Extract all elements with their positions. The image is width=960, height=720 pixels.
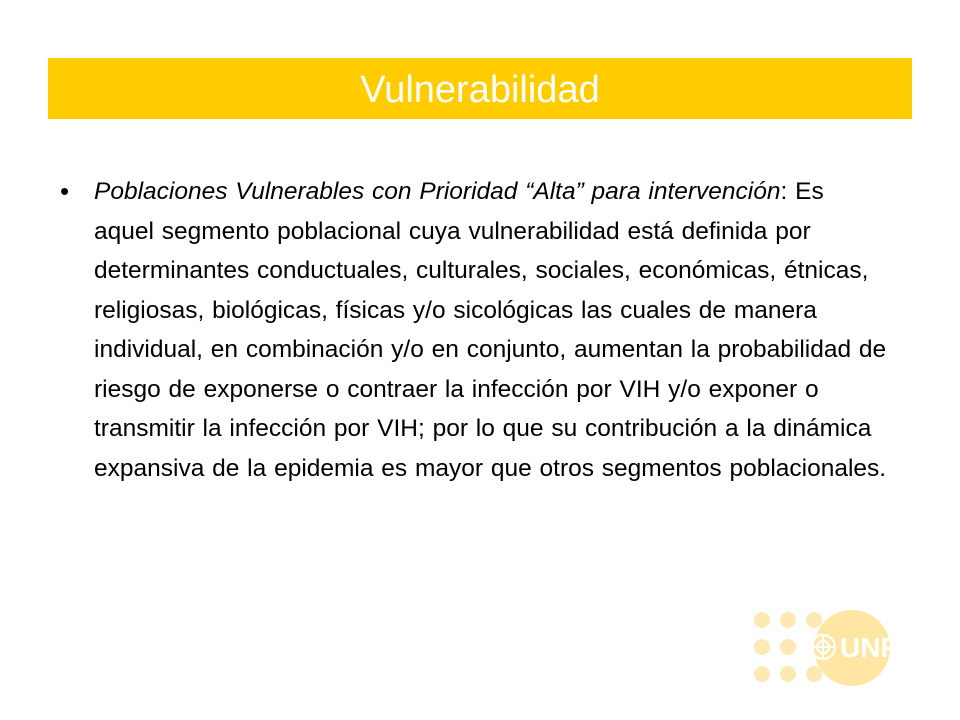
unfpa-logo [752,610,935,690]
unfpa-logo-graphic [752,610,935,690]
bullet-text [94,172,890,488]
bullet-separator: : [780,178,788,205]
bullet-item [60,172,890,488]
logo-text: UNFPA [840,632,935,663]
slide-content [60,172,890,488]
slide-title: Vulnerabilidad [360,68,600,111]
bullet-icon: • [60,176,70,206]
title-bar [48,58,912,119]
bullet-body: Es aquel segmento poblacional cuya vulnerabilidad está definida por determinantes conductuales, culturales, sociales, económicas, étnicas, religiosas, biológicas, físicas y/o sicológicas las cuales de manera individual, en combinación y/o en conjunto, aumentan la probabilidad de riesgo de exponerse o contraer la infección por VIH y/o exponer o transmitir la infección por VIH; por lo que su contribución a la dinámica expansiva de la epidemia es mayor que otros segmentos poblacionales. [94,178,887,482]
bullet-term: Poblaciones Vulnerables con Prioridad “Alta” para intervención [94,178,781,205]
un-emblem-icon [811,635,835,659]
